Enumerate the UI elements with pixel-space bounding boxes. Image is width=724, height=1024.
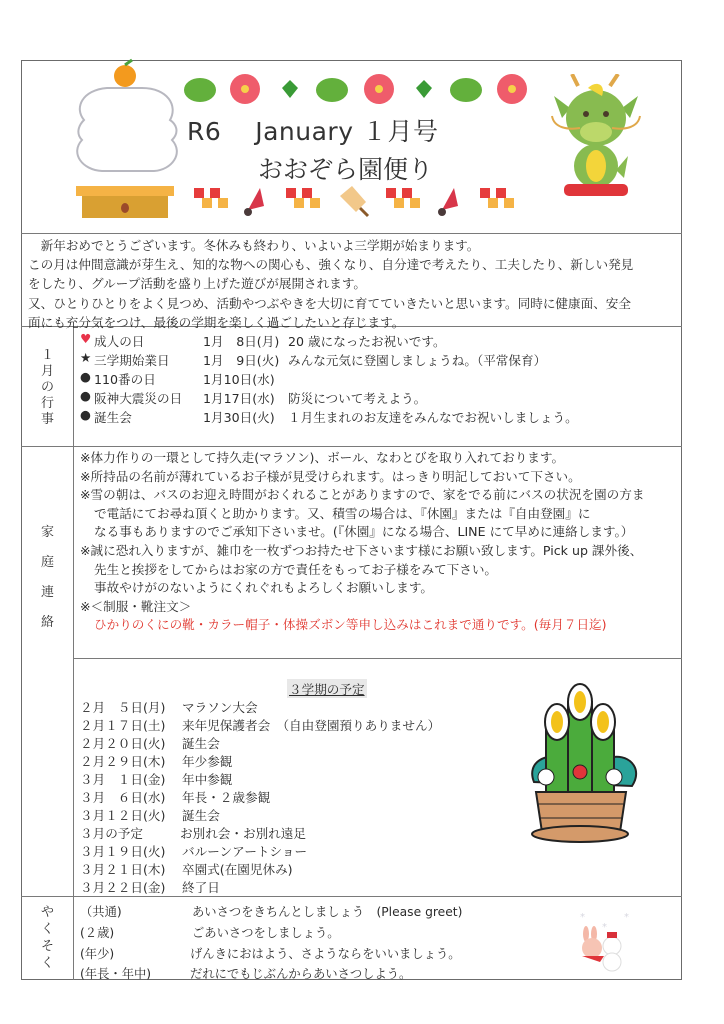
schedule-event: お別れ会・お別れ遠足 — [180, 826, 306, 841]
promise-text: ごあいさつをしましょう。 — [192, 926, 340, 940]
promise-group: (２歳) — [80, 926, 115, 940]
decoration-top-row — [182, 70, 532, 110]
shuttlecock-icon — [244, 188, 264, 216]
note-line: ※＜制服・靴注文＞ — [80, 598, 192, 614]
heart-icon: ♥ — [80, 331, 92, 346]
promise-text: だれにでもじぶんからあいさつしよう。 — [190, 967, 412, 981]
note-line: ※所持品の名前が薄れているお子様が見受けられます。はっきり明記しておいて下さい。 — [80, 468, 581, 484]
checker-pattern-icon — [386, 188, 420, 208]
event-note: １月生まれのお友達をみんなでお祝いしましょう。 — [288, 410, 578, 425]
star-icon: ★ — [80, 350, 92, 365]
checker-pattern-icon — [194, 188, 228, 208]
checker-pattern-icon — [480, 188, 514, 208]
divider — [21, 446, 682, 447]
intro-line: をしたり、グループ活動を盛り上げた遊びが展開されます。 — [28, 276, 367, 292]
event-note: みんな元気に登園しましょうね。（平常保育） — [288, 353, 547, 368]
event-name: 110番の日 — [94, 372, 156, 387]
schedule-event: 卒園式(在園児休み) — [182, 862, 293, 877]
checker-pattern-icon — [286, 188, 320, 208]
decoration-bottom-row — [190, 184, 530, 220]
plum-blossom-icon — [364, 74, 394, 104]
plum-blossom-icon — [230, 74, 260, 104]
event-date: 1月10日(水) — [203, 372, 275, 387]
bullet-icon: ● — [80, 388, 91, 403]
kadomatsu-icon — [516, 682, 644, 846]
svg-text:*: * — [602, 922, 607, 933]
label-char: く — [40, 956, 54, 971]
label-char: の — [40, 380, 54, 395]
event-date: 1月 8日(月) — [203, 334, 280, 349]
bullet-icon: ● — [80, 407, 91, 422]
promise-group: （共通) — [80, 905, 122, 919]
note-line: で電話にてお尋ね頂くと助かります。又、積雪の場合は、『休園』または『自由登園』に — [94, 505, 591, 521]
note-line: ※雪の朝は、バスのお迎え時間がおくれることがありますので、家をでる前にバスの状況を園の方ま — [80, 487, 645, 503]
intro-line: この月は仲間意識が芽生え、知的な物への関心も、強くなり、自分達で考えたり、工夫したり、新しい発見 — [28, 257, 634, 273]
events-section-label — [22, 348, 73, 428]
schedule-event: 誕生会 — [182, 808, 220, 823]
bamboo-icon — [408, 80, 440, 98]
schedule-date: ２月１７日(土) — [80, 718, 166, 733]
note-line: 先生と挨拶をしてからはお家の方で責任をもってお子様をみて下さい。 — [94, 561, 497, 577]
pine-icon — [184, 78, 216, 102]
shuttlecock-icon — [438, 188, 458, 216]
newsletter-name: おおぞら園便り — [258, 155, 434, 184]
event-name: 阪神大震災の日 — [94, 391, 183, 406]
note-line: 事故やけがのないようにくれぐれもよろしくお願いします。 — [94, 580, 434, 596]
schedule-date: ３月１２日(火) — [80, 808, 166, 823]
promise-group: (年長・年中) — [80, 967, 152, 981]
kagami-mochi-icon — [72, 58, 182, 218]
event-date: 1月 9日(火) — [203, 353, 280, 368]
schedule-date: ３月１９日(火) — [80, 844, 166, 859]
promise-text: げんきにおはよう、さようならをいいましょう。 — [190, 947, 461, 961]
schedule-date: ３月 １日(金) — [80, 772, 166, 787]
newsletter-issue-title: R6 January １月号 — [187, 117, 439, 146]
event-date: 1月30日(火) — [203, 410, 275, 425]
label-char: 事 — [40, 412, 54, 427]
note-line: ※誠に恐れ入りますが、雑巾を一枚ずつお持たせ下さいます様にお願い致します。Pick up 課外後、 — [80, 542, 643, 558]
dragon-icon — [548, 74, 644, 200]
home-contact-section-label — [22, 518, 73, 638]
schedule-event: バルーンアートショー — [182, 844, 308, 859]
schedule-event: 年長・２歳参観 — [182, 790, 271, 805]
schedule-date: ３月の予定 — [80, 826, 143, 841]
schedule-event: マラソン大会 — [182, 700, 258, 715]
schedule-event: 誕生会 — [182, 736, 220, 751]
pine-icon — [316, 78, 348, 102]
schedule-date: ２月２０日(火) — [80, 736, 166, 751]
label-char: そ — [40, 939, 54, 954]
intro-message — [28, 236, 678, 332]
svg-text:*: * — [580, 912, 585, 923]
bullet-icon: ● — [80, 369, 91, 384]
schedule-event: 終了日 — [182, 880, 220, 895]
home-contact-notes — [80, 449, 680, 635]
schedule-date: ２月 ５日(月) — [80, 700, 166, 715]
label-char: く — [40, 922, 54, 937]
pine-icon — [450, 78, 482, 102]
label-char: 連 — [40, 585, 54, 600]
schedule-date: ２月２９日(木) — [80, 754, 166, 769]
divider — [21, 896, 682, 897]
label-char: 月 — [40, 364, 54, 379]
label-char: 絡 — [40, 615, 54, 630]
label-char: 庭 — [40, 555, 54, 570]
label-column-divider — [73, 326, 74, 980]
intro-line: 面にも充分気をつけ、最後の学期を楽しく過ごしたいと存じます。 — [28, 314, 405, 330]
event-name: 三学期始業日 — [94, 353, 170, 368]
hagoita-icon — [340, 186, 368, 216]
promise-section-label — [22, 904, 73, 972]
label-char: 行 — [40, 396, 54, 411]
divider — [73, 658, 682, 659]
event-name: 成人の日 — [94, 334, 145, 349]
event-name: 誕生会 — [94, 410, 132, 425]
note-line: なる事もありますのでご承知下さいませ。(『休園』になる場合、LINE にて早めに連絡します。） — [94, 524, 634, 540]
svg-text:*: * — [624, 912, 629, 923]
schedule-date: ３月 ６日(水) — [80, 790, 166, 805]
promise-group: (年少) — [80, 947, 115, 961]
divider — [21, 233, 682, 234]
label-char: 家 — [40, 525, 54, 540]
schedule-title: ３学期の予定 — [287, 679, 367, 698]
label-char: や — [40, 905, 54, 920]
event-note: 20 歳になったお祝いです。 — [288, 334, 446, 349]
label-char: １ — [40, 348, 54, 363]
order-note: ひかりのくにの靴・カラー帽子・体操ズボン等申し込みはこれまで通りです。(毎月７日迄) — [94, 617, 607, 633]
plum-blossom-icon — [497, 74, 527, 104]
event-date: 1月17日(水) — [203, 391, 275, 406]
schedule-date: ３月２２日(金) — [80, 880, 166, 895]
schedule-event: 来年児保護者会 （自由登園預りありません） — [182, 718, 441, 733]
schedule-date: ３月２１日(木) — [80, 862, 166, 877]
promise-text: あいさつをきちんとしましょう (Please greet) — [192, 905, 463, 919]
schedule-event: 年少参観 — [182, 754, 233, 769]
intro-line: 又、ひとりひとりをよく見つめ、活動やつぶやきを大切に育てていきたいと思います。同時に健康面、安全 — [28, 295, 631, 311]
schedule-event: 年中参観 — [182, 772, 233, 787]
rabbit-snowman-icon — [576, 910, 636, 972]
bamboo-icon — [274, 80, 306, 98]
event-note: 防災について考えよう。 — [288, 391, 427, 406]
note-line: ※体力作りの一環として持久走(マラソン)、ボール、なわとびを取り入れております。 — [80, 450, 565, 465]
intro-line: 新年おめでとうございます。冬休みも終わり、いよいよ三学期が始まります。 — [28, 238, 480, 253]
